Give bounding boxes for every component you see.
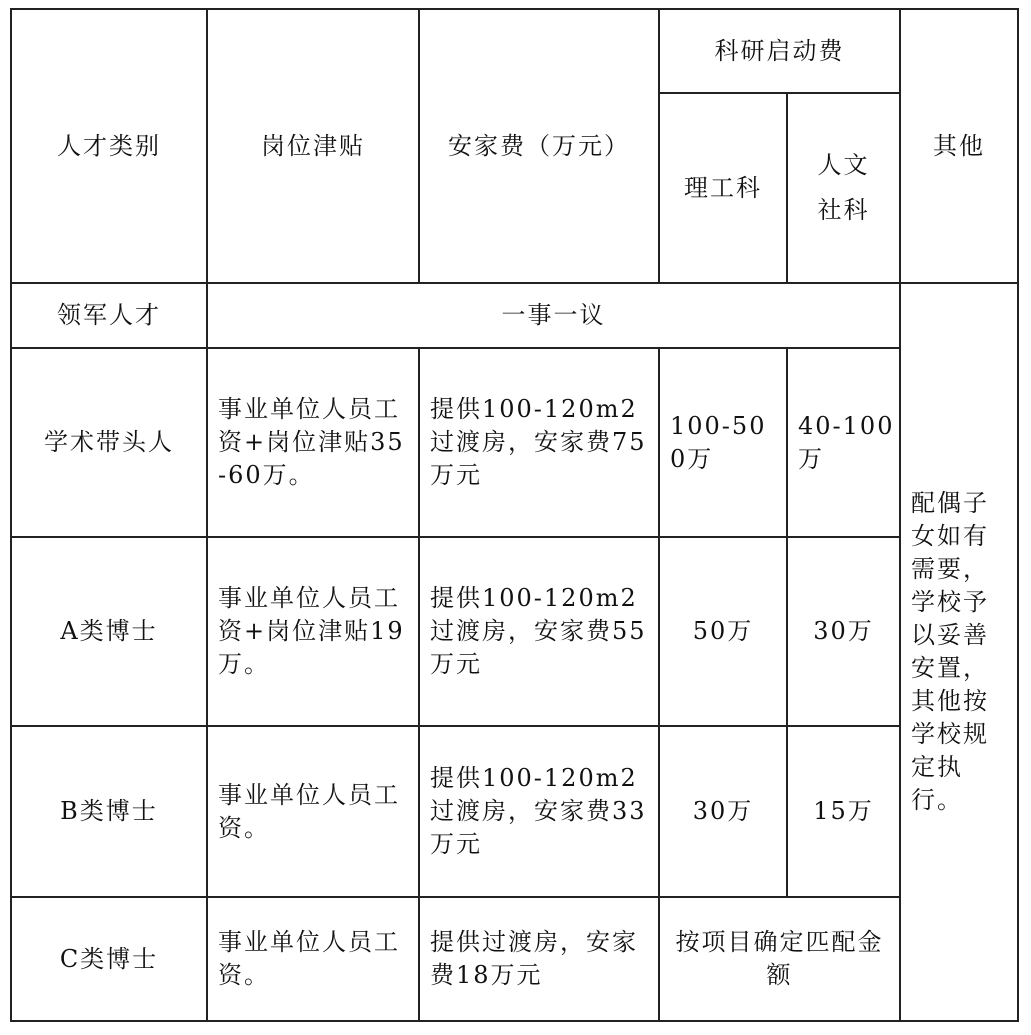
table-row bbox=[11, 726, 1018, 897]
row-allowance: 事业单位人员工资。 bbox=[207, 726, 419, 897]
header-science-eng: 理工科 bbox=[659, 93, 787, 283]
row-category: 学术带头人 bbox=[11, 348, 207, 537]
row-settling: 提供100-120m2过渡房，安家费75万元 bbox=[419, 348, 659, 537]
row-settling: 提供100-120m2过渡房，安家费55万元 bbox=[419, 537, 659, 726]
row-humanities: 15万 bbox=[787, 726, 900, 897]
row-category: B类博士 bbox=[11, 726, 207, 897]
row-allowance: 事业单位人员工资+岗位津贴35-60万。 bbox=[207, 348, 419, 537]
row-merged-policy: 一事一议 bbox=[207, 283, 900, 348]
talent-policy-table bbox=[10, 8, 1019, 1022]
row-science: 30万 bbox=[659, 726, 787, 897]
header-other: 其他 bbox=[900, 9, 1018, 283]
row-allowance: 事业单位人员工资。 bbox=[207, 897, 419, 1021]
row-category: C类博士 bbox=[11, 897, 207, 1021]
row-category: A类博士 bbox=[11, 537, 207, 726]
table-row bbox=[11, 348, 1018, 537]
other-note: 配偶子女如有需要，学校予以妥善安置，其他按学校规定执行。 bbox=[900, 283, 1018, 1021]
table-row bbox=[11, 537, 1018, 726]
header-post-allowance: 岗位津贴 bbox=[207, 9, 419, 283]
row-science: 100-500万 bbox=[659, 348, 787, 537]
row-allowance: 事业单位人员工资+岗位津贴19万。 bbox=[207, 537, 419, 726]
row-category: 领军人才 bbox=[11, 283, 207, 348]
header-category: 人才类别 bbox=[11, 9, 207, 283]
table-row bbox=[11, 283, 1018, 348]
row-settling: 提供过渡房，安家费18万元 bbox=[419, 897, 659, 1021]
table-row bbox=[11, 897, 1018, 1021]
header-settling-fee: 安家费（万元） bbox=[419, 9, 659, 283]
row-humanities: 40-100万 bbox=[787, 348, 900, 537]
row-research-merged: 按项目确定匹配金额 bbox=[659, 897, 900, 1021]
header-humanities-line2: 社科 bbox=[817, 196, 870, 224]
header-research-fee: 科研启动费 bbox=[659, 9, 900, 93]
header-humanities bbox=[787, 93, 900, 283]
header-humanities-line1: 人文 bbox=[817, 151, 870, 179]
row-settling: 提供100-120m2过渡房，安家费33万元 bbox=[419, 726, 659, 897]
row-humanities: 30万 bbox=[787, 537, 900, 726]
row-science: 50万 bbox=[659, 537, 787, 726]
